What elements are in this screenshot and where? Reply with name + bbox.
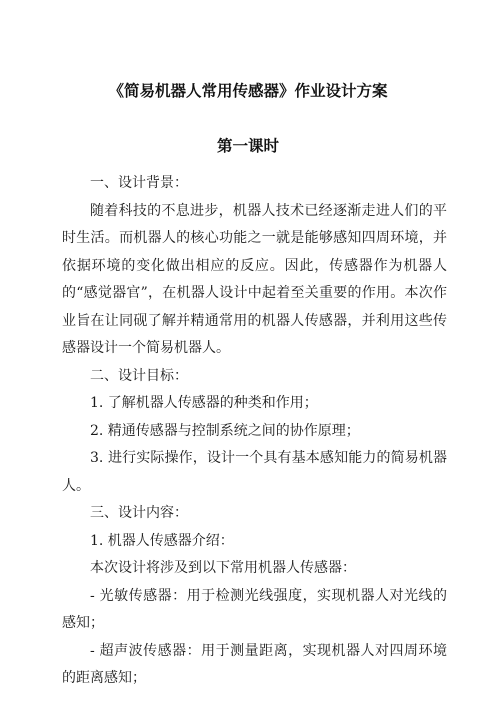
content-paragraph: 本次设计将涉及到以下常用机器人传感器： [90, 560, 356, 576]
goal-item: 3. 进行实际操作，设计一个具有基本感知能力的简易机器人。 [62, 450, 447, 494]
document-body [62, 170, 447, 693]
subsection-heading: 1. 机器人传感器介绍： [90, 532, 234, 549]
document-title: 《简易机器人常用传感器》作业设计方案 [108, 82, 388, 100]
section-heading-goals: 二、设计目标： [90, 367, 188, 384]
lesson-heading: 第一课时 [216, 137, 279, 155]
section-heading-content: 三、设计内容： [90, 505, 188, 521]
goal-item: 1. 了解机器人传感器的种类和作用； [90, 395, 318, 411]
background-paragraph: 随着科技的不息进步，机器人技术已经逐渐走进人们的平时生活。而机器人的核心功能之一就是能够感知四周环境，并依据环境的变化做出相应的反应。因此，传感器作为机器人的“感觉器官”，在机器人设计中起着至关重要的作用。本次作业旨在让同砚了解并精通常用的机器人传感器，并利用这些传感器设计一个简易机器人。 [62, 202, 447, 356]
section-heading-background: 一、设计背景： [90, 175, 188, 191]
sensor-list-item: - 超声波传感器：用于测量距离，实现机器人对四周环境的距离感知； [62, 642, 447, 686]
goal-item: 2. 精通传感器与控制系统之间的协作原理； [90, 422, 360, 439]
sensor-list-item: - 光敏传感器：用于检测光线强度，实现机器人对光线的感知； [62, 587, 447, 631]
